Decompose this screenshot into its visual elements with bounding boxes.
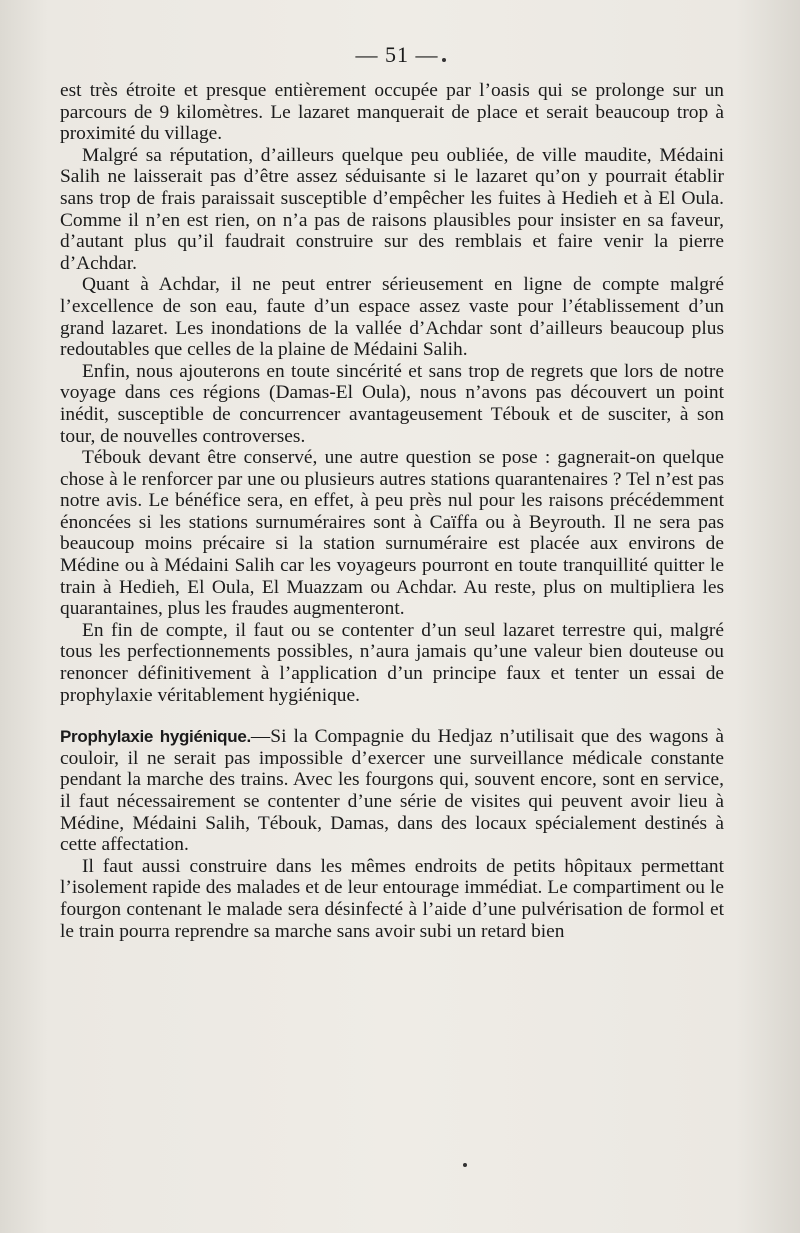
section-heading: Prophylaxie hygiénique. (60, 727, 251, 747)
paragraph-oasis: est très étroite et presque entièrement occupée par l’oasis qui se prolonge sur un parcours de 9 kilomètres. Le lazaret manquerait de place et serait beaucoup trop à proximité du village. (60, 80, 724, 145)
paragraph-tebouk-question: Tébouk devant être conservé, une autre question se pose : gagnerait-on quelque chose à le renforcer par une ou plusieurs autres stations quarantenaires ? Tel n’est pas notre avis. Le bénéfice sera, en effet, à peu près nul pour les raisons précédemment énoncées si les stations surnuméraires sont à Caïffa ou à Beyrouth. Il ne sera pas beaucoup moins précaire si la station surnuméraire est placée aux environs de Médine ou à Médaini Salih car les voyageurs pourront en toute tranquillité quitter le train à Hedieh, El Oula, El Muazzam ou Achdar. Au reste, plus on multipliera les quarantaines, plus les fraudes augmenteront. (60, 447, 724, 620)
ink-speck (442, 58, 446, 62)
ink-speck (463, 1163, 467, 1167)
paragraph-achdar: Quant à Achdar, il ne peut entrer sérieusement en ligne de compte malgré l’excellence de son eau, faute d’un espace assez vaste pour l’établissement d’un grand lazaret. Les inondations de la vallée d’Achdar sont d’ailleurs beaucoup plus redoutables que celles de la plaine de Médaini Salih. (60, 274, 724, 361)
paragraph-final-account: En fin de compte, il faut ou se contenter d’un seul lazaret terrestre qui, malgré tous les perfectionnements possibles, n’aura jamais qu’une valeur bien douteuse ou renoncer définitivement à l’application d’un principe faux et tenter un essai de prophylaxie véritablement hygiénique. (60, 619, 724, 706)
section-body: —Si la Compagnie du Hedjaz n’utilisait que des wagons à couloir, il ne serait pas impossible d’exercer une surveillance médicale constante pendant la marche des trains. Avec les fourgons qui, souvent encore, sont en service, il faut nécessairement se contenter d’une série de visites qui peuvent avoir lieu à Médine, Médaini Salih, Tébouk, Damas, dans des locaux spécialement destinés à cette affectation. (60, 726, 724, 856)
paragraph-conclusion-regions: Enfin, nous ajouterons en toute sincérité et sans trop de regrets que lors de notre voyage dans ces régions (Damas-El Oula), nous n’avons pas découvert un point inédit, susceptible de concurrencer avantageusement Tébouk et de susciter, à son tour, de nouvelles controverses. (60, 360, 724, 447)
paragraph-medaini-salih: Malgré sa réputation, d’ailleurs quelque peu oubliée, de ville maudite, Médaini Salih ne laisserait pas d’être assez séduisante si le lazaret qu’on y pourrait établir sans trop de frais paraissait susceptible d’empêcher les fuites à Hedieh et à El Oula. Comme il n’en est rien, on n’a pas de raisons plausibles pour insister en sa faveur, d’autant plus qu’il faudrait construire sur des remblais et faire venir la pierre d’Achdar. (60, 144, 724, 274)
paragraph-hospitals: Il faut aussi construire dans les mêmes endroits de petits hôpitaux permettant l’isolement rapide des malades et de leur entourage immédiat. Le compartiment ou le fourgon contenant le malade sera désinfecté à l’aide d’une pulvérisation de formol et le train pourra reprendre sa marche sans avoir subi un retard bien (60, 855, 724, 942)
page-number: — 51 — (355, 42, 439, 67)
section-prophylaxie (60, 726, 724, 856)
